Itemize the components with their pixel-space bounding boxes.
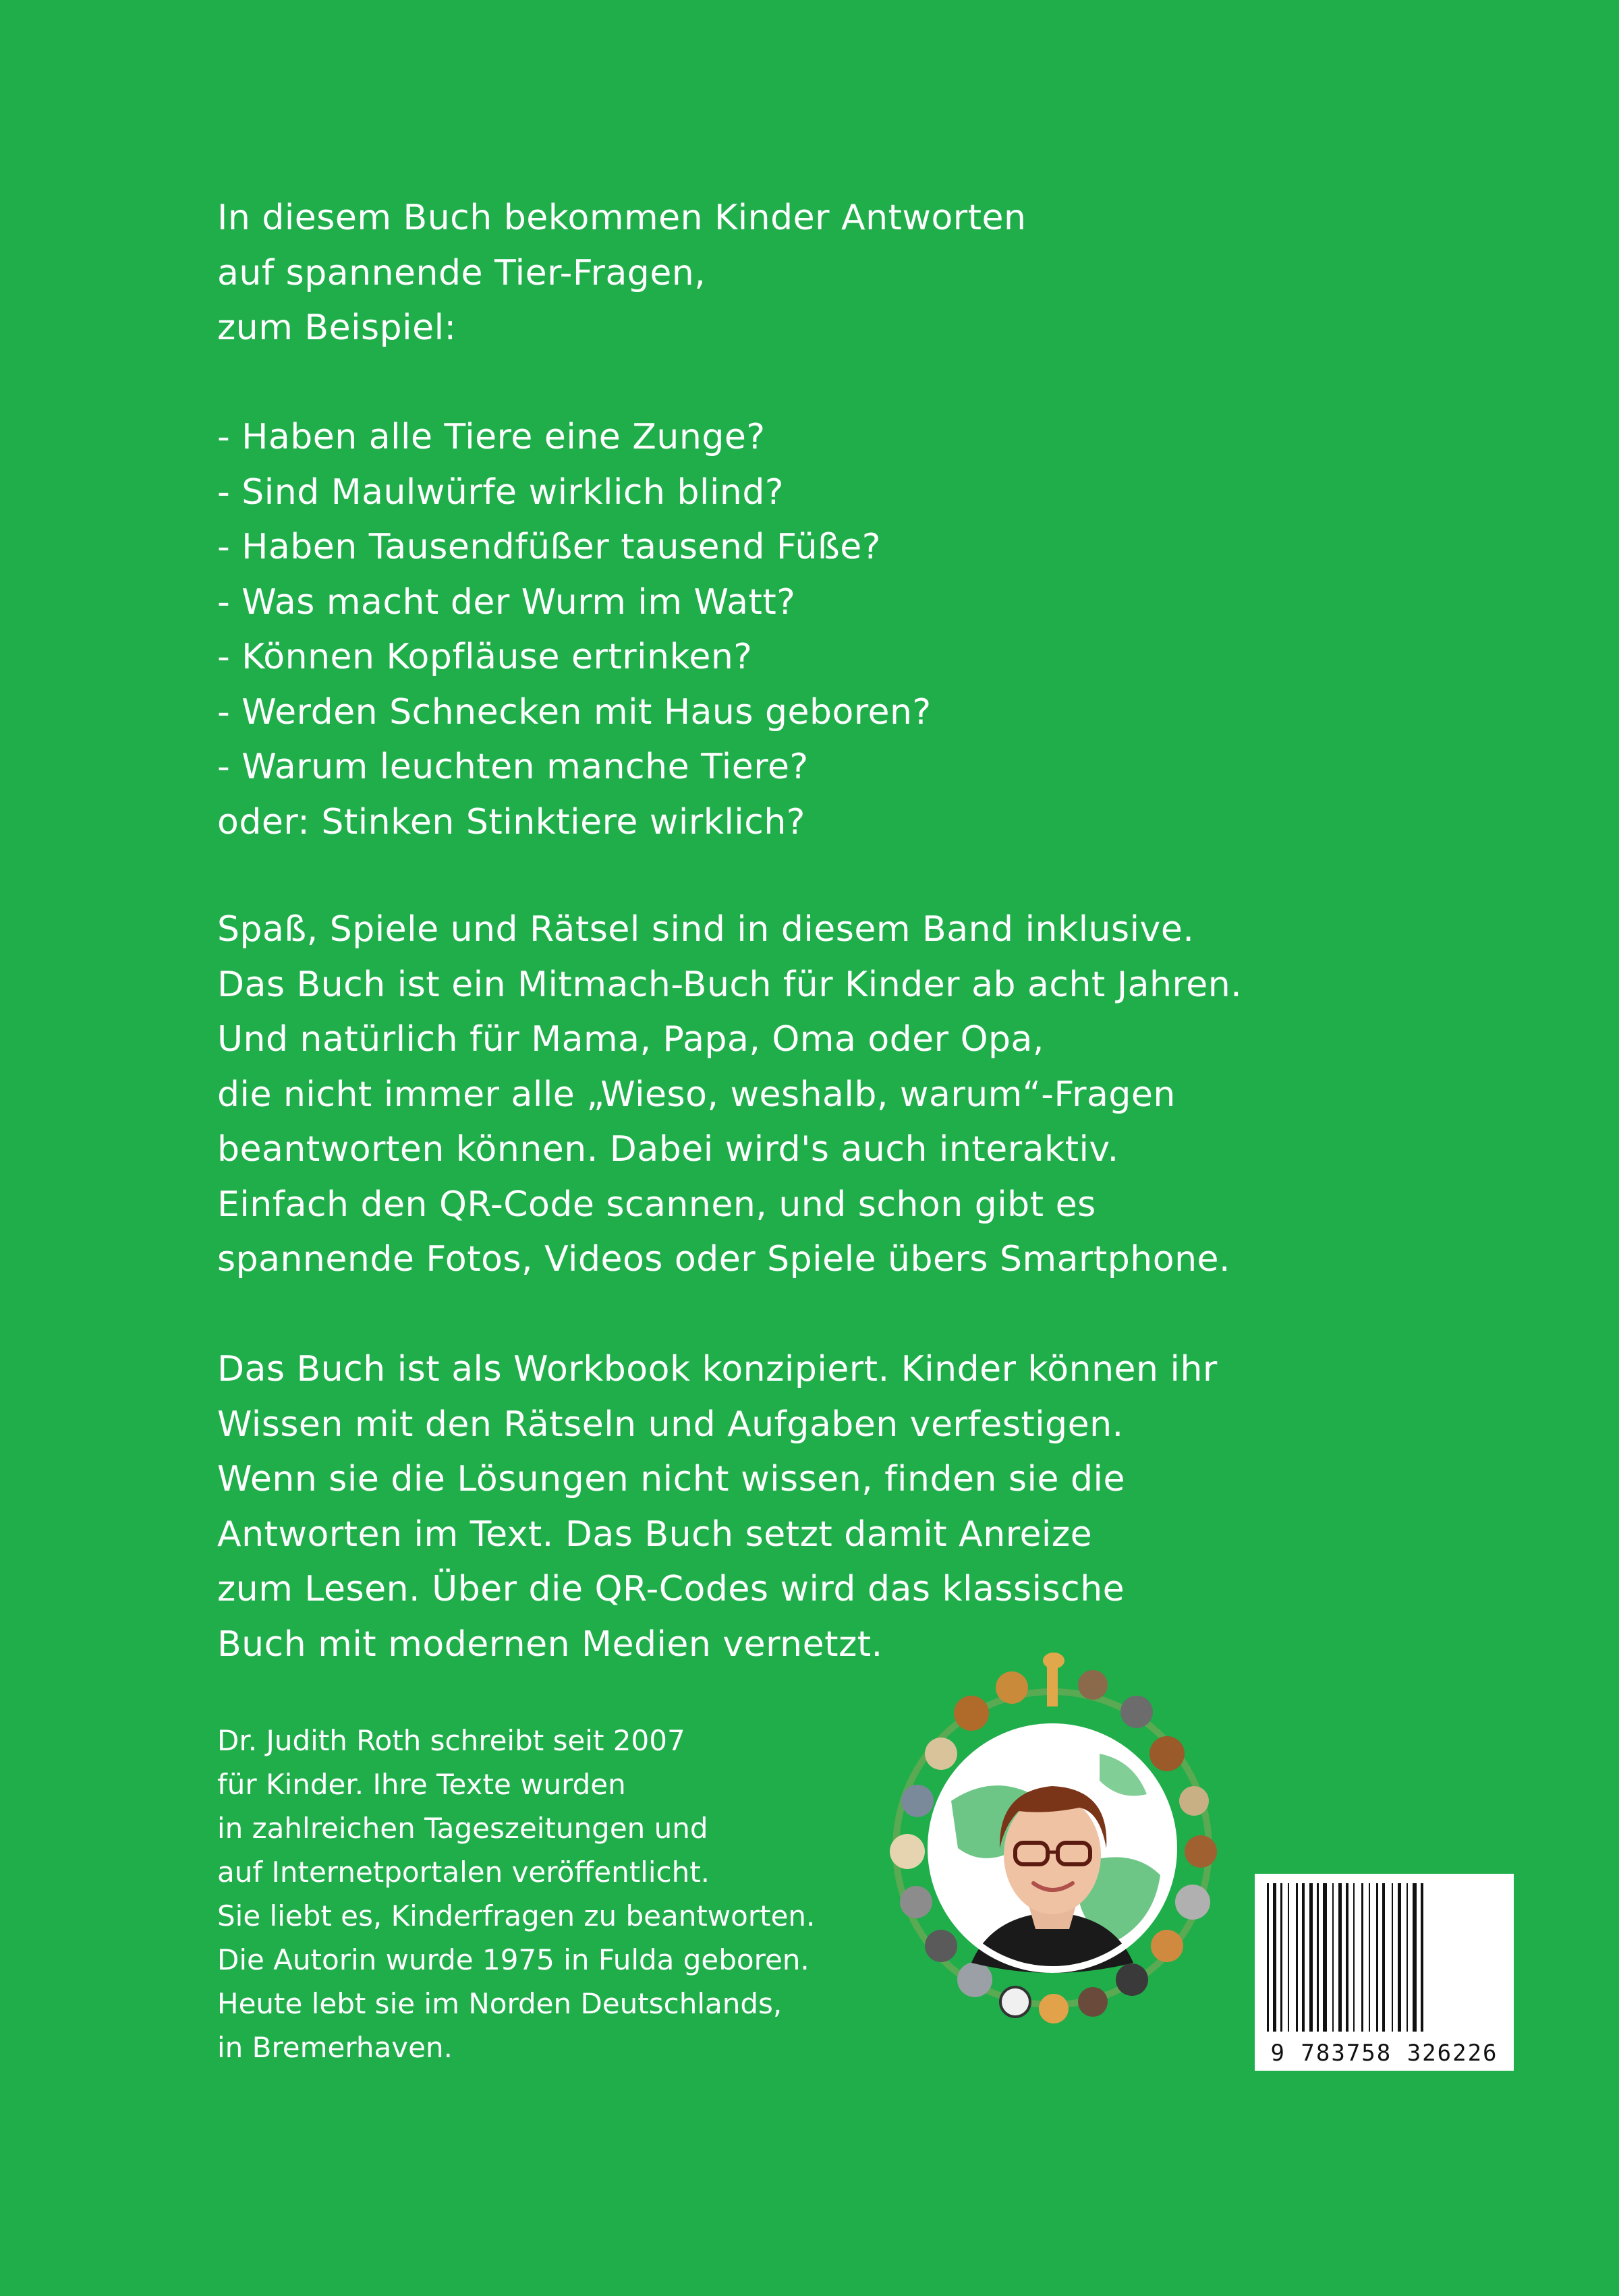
text-line: Einfach den QR-Code scannen, und schon gibt es	[217, 1184, 1096, 1225]
description-paragraph-1	[217, 902, 1242, 1288]
text-line: Dr. Judith Roth schreibt seit 2007	[217, 1724, 685, 1757]
text-line: Antworten im Text. Das Buch setzt damit Anreize	[217, 1514, 1093, 1555]
text-line: Das Buch ist ein Mitmach-Buch für Kinder ab acht Jahren.	[217, 964, 1243, 1005]
text-line: Wissen mit den Rätseln und Aufgaben verfestigen.	[217, 1404, 1124, 1445]
list-item: - Werden Schnecken mit Haus geboren?	[217, 691, 932, 733]
text-line: in zahlreichen Tageszeitungen und	[217, 1812, 708, 1845]
text-line: spannende Fotos, Videos oder Spiele übers Smartphone.	[217, 1239, 1231, 1280]
text-line: Buch mit modernen Medien vernetzt.	[217, 1624, 883, 1665]
list-item: - Was macht der Wurm im Watt?	[217, 581, 796, 623]
text-line: Die Autorin wurde 1975 in Fulda geboren.	[217, 1943, 810, 1976]
author-portrait	[877, 1646, 1228, 2024]
list-item: - Warum leuchten manche Tiere?	[217, 747, 809, 787]
text-line: Sie liebt es, Kinderfragen zu beantworten.	[217, 1899, 816, 1932]
text-line: auf spannende Tier-Fragen,	[217, 252, 706, 293]
question-list	[217, 410, 932, 850]
text-line: zum Lesen. Über die QR-Codes wird das klassische	[217, 1569, 1125, 1609]
list-item: - Haben Tausendfüßer tausend Füße?	[217, 527, 881, 567]
text-line: für Kinder. Ihre Texte wurden	[217, 1768, 626, 1801]
author-bio	[217, 1719, 815, 2069]
text-line: In diesem Buch bekommen Kinder Antworten	[217, 198, 1027, 238]
text-line: Das Buch ist als Workbook konzipiert. Kinder können ihr	[217, 1349, 1218, 1389]
description-paragraph-2	[217, 1342, 1218, 1672]
list-item: oder: Stinken Stinktiere wirklich?	[217, 801, 805, 842]
text-line: Heute lebt sie im Norden Deutschlands,	[217, 1987, 783, 2020]
intro-text	[217, 191, 1027, 356]
text-line: zum Beispiel:	[217, 308, 457, 348]
isbn-barcode	[1255, 1874, 1514, 2071]
list-item: - Haben alle Tiere eine Zunge?	[217, 417, 766, 457]
isbn-number: 9 783758 326226	[1270, 2040, 1498, 2067]
text-line: auf Internetportalen veröffentlicht.	[217, 1856, 710, 1889]
text-line: beantworten können. Dabei wird's auch interaktiv.	[217, 1129, 1119, 1170]
text-line: Und natürlich für Mama, Papa, Oma oder Opa,	[217, 1019, 1044, 1060]
text-line: Spaß, Spiele und Rätsel sind in diesem Band inklusive.	[217, 909, 1195, 950]
barcode-icon	[1264, 1883, 1504, 2032]
list-item: - Sind Maulwürfe wirklich blind?	[217, 471, 784, 513]
text-line: Wenn sie die Lösungen nicht wissen, finden sie die	[217, 1459, 1125, 1499]
text-line: die nicht immer alle „Wieso, weshalb, warum“-Fragen	[217, 1074, 1176, 1115]
list-item: - Können Kopfläuse ertrinken?	[217, 637, 753, 677]
text-line: in Bremerhaven.	[217, 2031, 453, 2064]
